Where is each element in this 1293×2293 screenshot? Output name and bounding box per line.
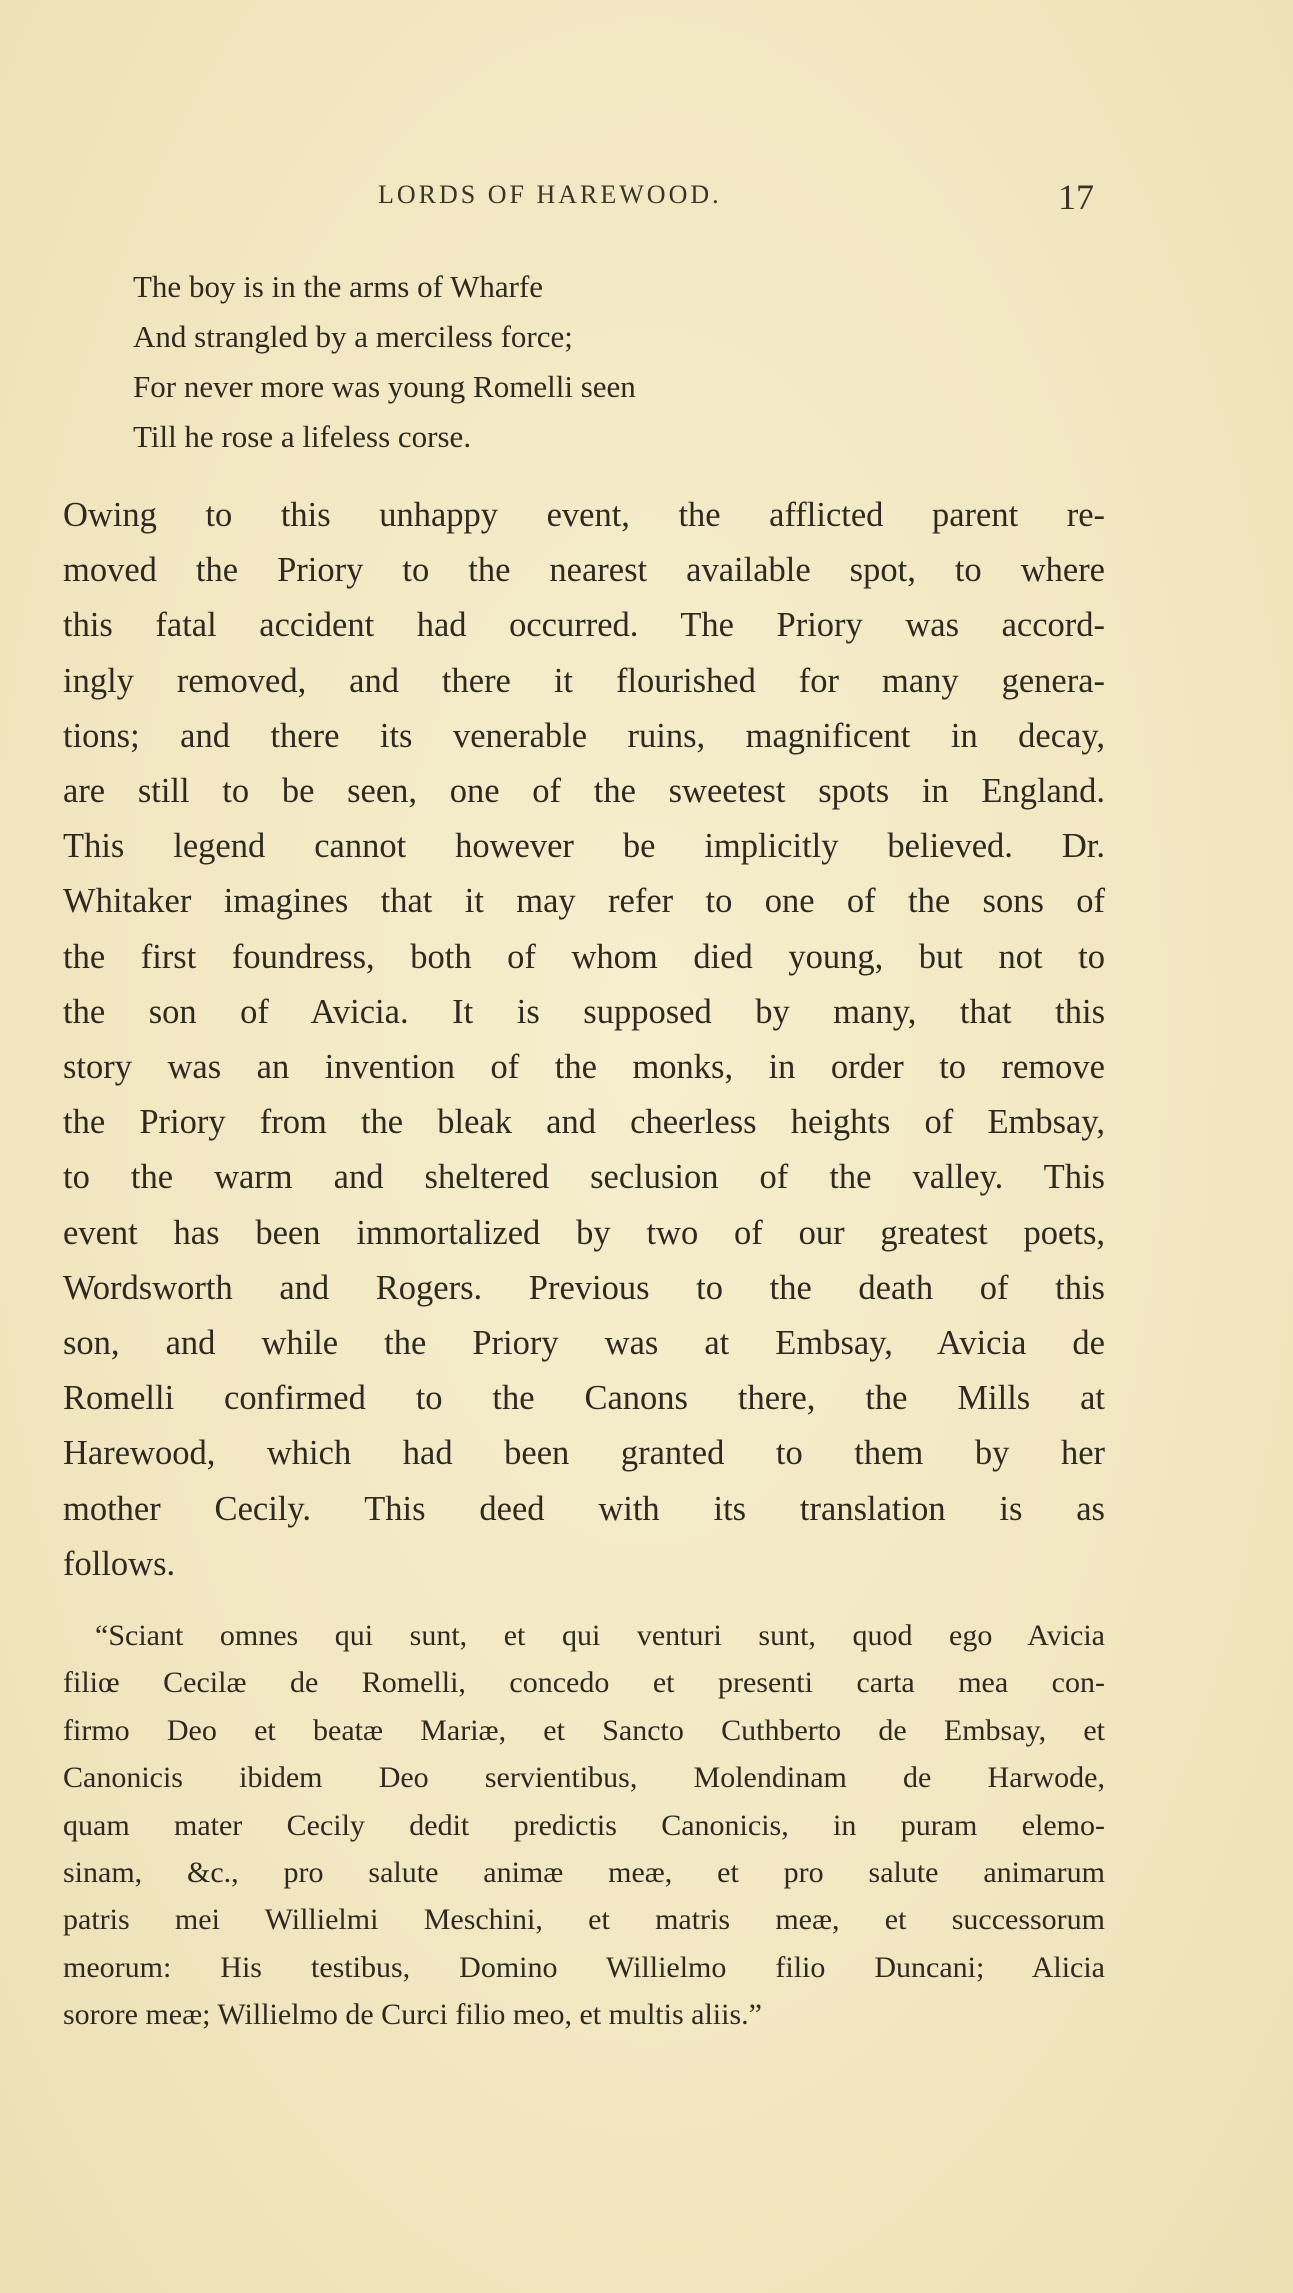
paragraph-line: son, and while the Priory was at Embsay, Avicia de — [63, 1324, 1105, 1363]
paragraph-line: Wordsworth and Rogers. Previous to the death of this — [63, 1268, 1105, 1307]
quotation-line: meorum: His testibus, Domino Willielmo filio Duncani; Alicia — [63, 1950, 1105, 1984]
quotation-line: patris mei Willielmi Meschini, et matris meæ, et successorum — [63, 1903, 1105, 1937]
verse-stanza — [133, 262, 1033, 462]
quotation-line: firmo Deo et beatæ Mariæ, et Sancto Cuthberto de Embsay, et — [63, 1713, 1105, 1747]
paragraph-line: mother Cecily. This deed with its translation is as — [63, 1489, 1105, 1528]
quotation-line: filiœ Cecilæ de Romelli, concedo et presenti carta mea con- — [63, 1666, 1105, 1700]
quotation-line: sorore meæ; Willielmo de Curci filio meo, et multis aliis.” — [63, 1998, 762, 2032]
paragraph-line: Whitaker imagines that it may refer to one of the sons of — [63, 882, 1105, 921]
body-paragraph — [63, 488, 1105, 1592]
paragraph-line: the Priory from the bleak and cheerless heights of Embsay, — [63, 1103, 1105, 1142]
quotation-line: quam mater Cecily dedit predictis Canonicis, in puram elemo- — [63, 1808, 1105, 1842]
quotation-line: Canonicis ibidem Deo servientibus, Molendinam de Harwode, — [63, 1761, 1105, 1795]
page-number: 17 — [1058, 177, 1094, 217]
verse-line: For never more was young Romelli seen — [133, 369, 636, 404]
verse-line: The boy is in the arms of Wharfe — [133, 269, 544, 304]
paragraph-line: are still to be seen, one of the sweetest spots in England. — [63, 772, 1105, 811]
paragraph-line: the first foundress, both of whom died young, but not to — [63, 937, 1105, 976]
paragraph-line: the son of Avicia. It is supposed by many, that this — [63, 992, 1105, 1031]
paragraph-line: follows. — [63, 1544, 176, 1583]
paragraph-line: to the warm and sheltered seclusion of the valley. This — [63, 1158, 1105, 1197]
verse-line: Till he rose a lifeless corse. — [133, 419, 472, 454]
paragraph-line: tions; and there its venerable ruins, magnificent in decay, — [63, 716, 1105, 755]
quotation-line: “Sciant omnes qui sunt, et qui venturi sunt, quod ego Avicia — [95, 1619, 1105, 1652]
paragraph-line: This legend cannot however be implicitly believed. Dr. — [63, 827, 1105, 866]
paragraph-line: ingly removed, and there it flourished for many genera- — [63, 661, 1105, 700]
paragraph-line: event has been immortalized by two of our greatest poets, — [63, 1213, 1105, 1252]
paragraph-line: story was an invention of the monks, in order to remove — [63, 1048, 1105, 1087]
quotation-line: sinam, &c., pro salute animæ meæ, et pro salute animarum — [63, 1856, 1105, 1890]
paragraph-line: Romelli confirmed to the Canons there, the Mills at — [63, 1379, 1105, 1418]
verse-line: And strangled by a merciless force; — [133, 319, 573, 354]
running-head — [0, 176, 1293, 220]
running-title: LORDS OF HAREWOOD. — [378, 180, 722, 209]
paragraph-line: this fatal accident had occurred. The Priory was accord- — [63, 606, 1105, 645]
paragraph-line: Owing to this unhappy event, the afflicted parent re- — [63, 496, 1105, 534]
paragraph-line: moved the Priory to the nearest available spot, to where — [63, 551, 1105, 590]
latin-quotation — [63, 1612, 1105, 2039]
paragraph-line: Harewood, which had been granted to them by her — [63, 1434, 1105, 1473]
